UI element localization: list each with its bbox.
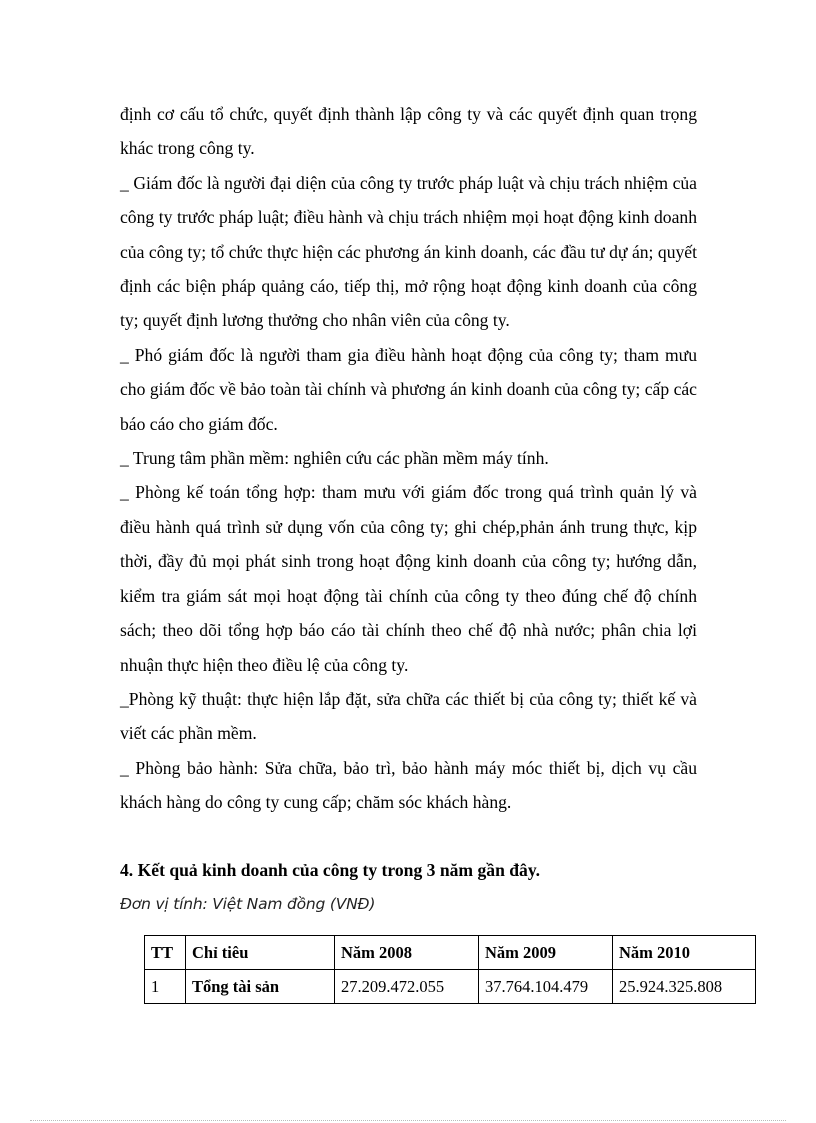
business-results-table xyxy=(144,935,756,1004)
header-cell-tt: TT xyxy=(145,936,186,970)
header-cell-indicator: Chỉ tiêu xyxy=(186,936,335,970)
paragraph-director: _ Giám đốc là người đại diện của công ty trước pháp luật và chịu trách nhiệm của công ty trước pháp luật; điều hành và chịu trách nhiệm mọi hoạt động kinh doanh của công ty; tổ chức thực hiện các phương án kinh doanh, các đầu tư dự án; quyết định các biện pháp quảng cáo, tiếp thị, mở rộng hoạt động kinh doanh của công ty; quyết định lương thưởng cho nhân viên của công ty. xyxy=(120,172,697,331)
header-cell-2008: Năm 2008 xyxy=(335,936,479,970)
paragraph-software-center: _ Trung tâm phần mềm: nghiên cứu các phần mềm máy tính. xyxy=(120,448,549,469)
table-header-row xyxy=(145,936,756,970)
header-cell-2010: Năm 2010 xyxy=(613,936,756,970)
cell-2010: 25.924.325.808 xyxy=(613,970,756,1004)
cell-2008: 27.209.472.055 xyxy=(335,970,479,1004)
cell-indicator: Tổng tài sản xyxy=(186,970,335,1004)
paragraph-intro-continued: định cơ cấu tổ chức, quyết định thành lập công ty và các quyết định quan trọng khác trong công ty. xyxy=(120,104,697,159)
unit-note: Đơn vị tính: Việt Nam đồng (VNĐ) xyxy=(120,895,376,913)
paragraph-technical-dept: _Phòng kỹ thuật: thực hiện lắp đặt, sửa chữa các thiết bị của công ty; thiết kế và viết các phần mềm. xyxy=(120,688,697,744)
cell-tt: 1 xyxy=(145,970,186,1004)
paragraph-accounting-dept: _ Phòng kế toán tổng hợp: tham mưu với giám đốc trong quá trình quản lý và điều hành quá trình sử dụng vốn của công ty; ghi chép,phản ánh trung thực, kịp thời, đầy đủ mọi phát sinh trong hoạt động kinh doanh của công ty; hướng dẫn, kiểm tra giám sát mọi hoạt động tài chính của công ty theo đúng chế độ chính sách; theo dõi tổng hợp báo cáo tài chính theo chế độ nhà nước; phân chia lợi nhuận thực hiện theo điều lệ của công ty. xyxy=(120,482,697,675)
table-row xyxy=(145,970,756,1004)
paragraph-warranty-dept: _ Phòng bảo hành: Sửa chữa, bảo trì, bảo hành máy móc thiết bị, dịch vụ cầu khách hàng do công ty cung cấp; chăm sóc khách hàng. xyxy=(120,757,697,813)
paragraph-deputy-director: _ Phó giám đốc là người tham gia điều hành hoạt động của công ty; tham mưu cho giám đốc về bảo toàn tài chính và phương án kinh doanh của công ty; cấp các báo cáo cho giám đốc. xyxy=(120,344,697,434)
cell-2009: 37.764.104.479 xyxy=(479,970,613,1004)
page-bottom-divider xyxy=(30,1120,786,1121)
header-cell-2009: Năm 2009 xyxy=(479,936,613,970)
section-heading: 4. Kết quả kinh doanh của công ty trong 3 năm gần đây. xyxy=(120,860,541,880)
body-text xyxy=(120,97,697,820)
